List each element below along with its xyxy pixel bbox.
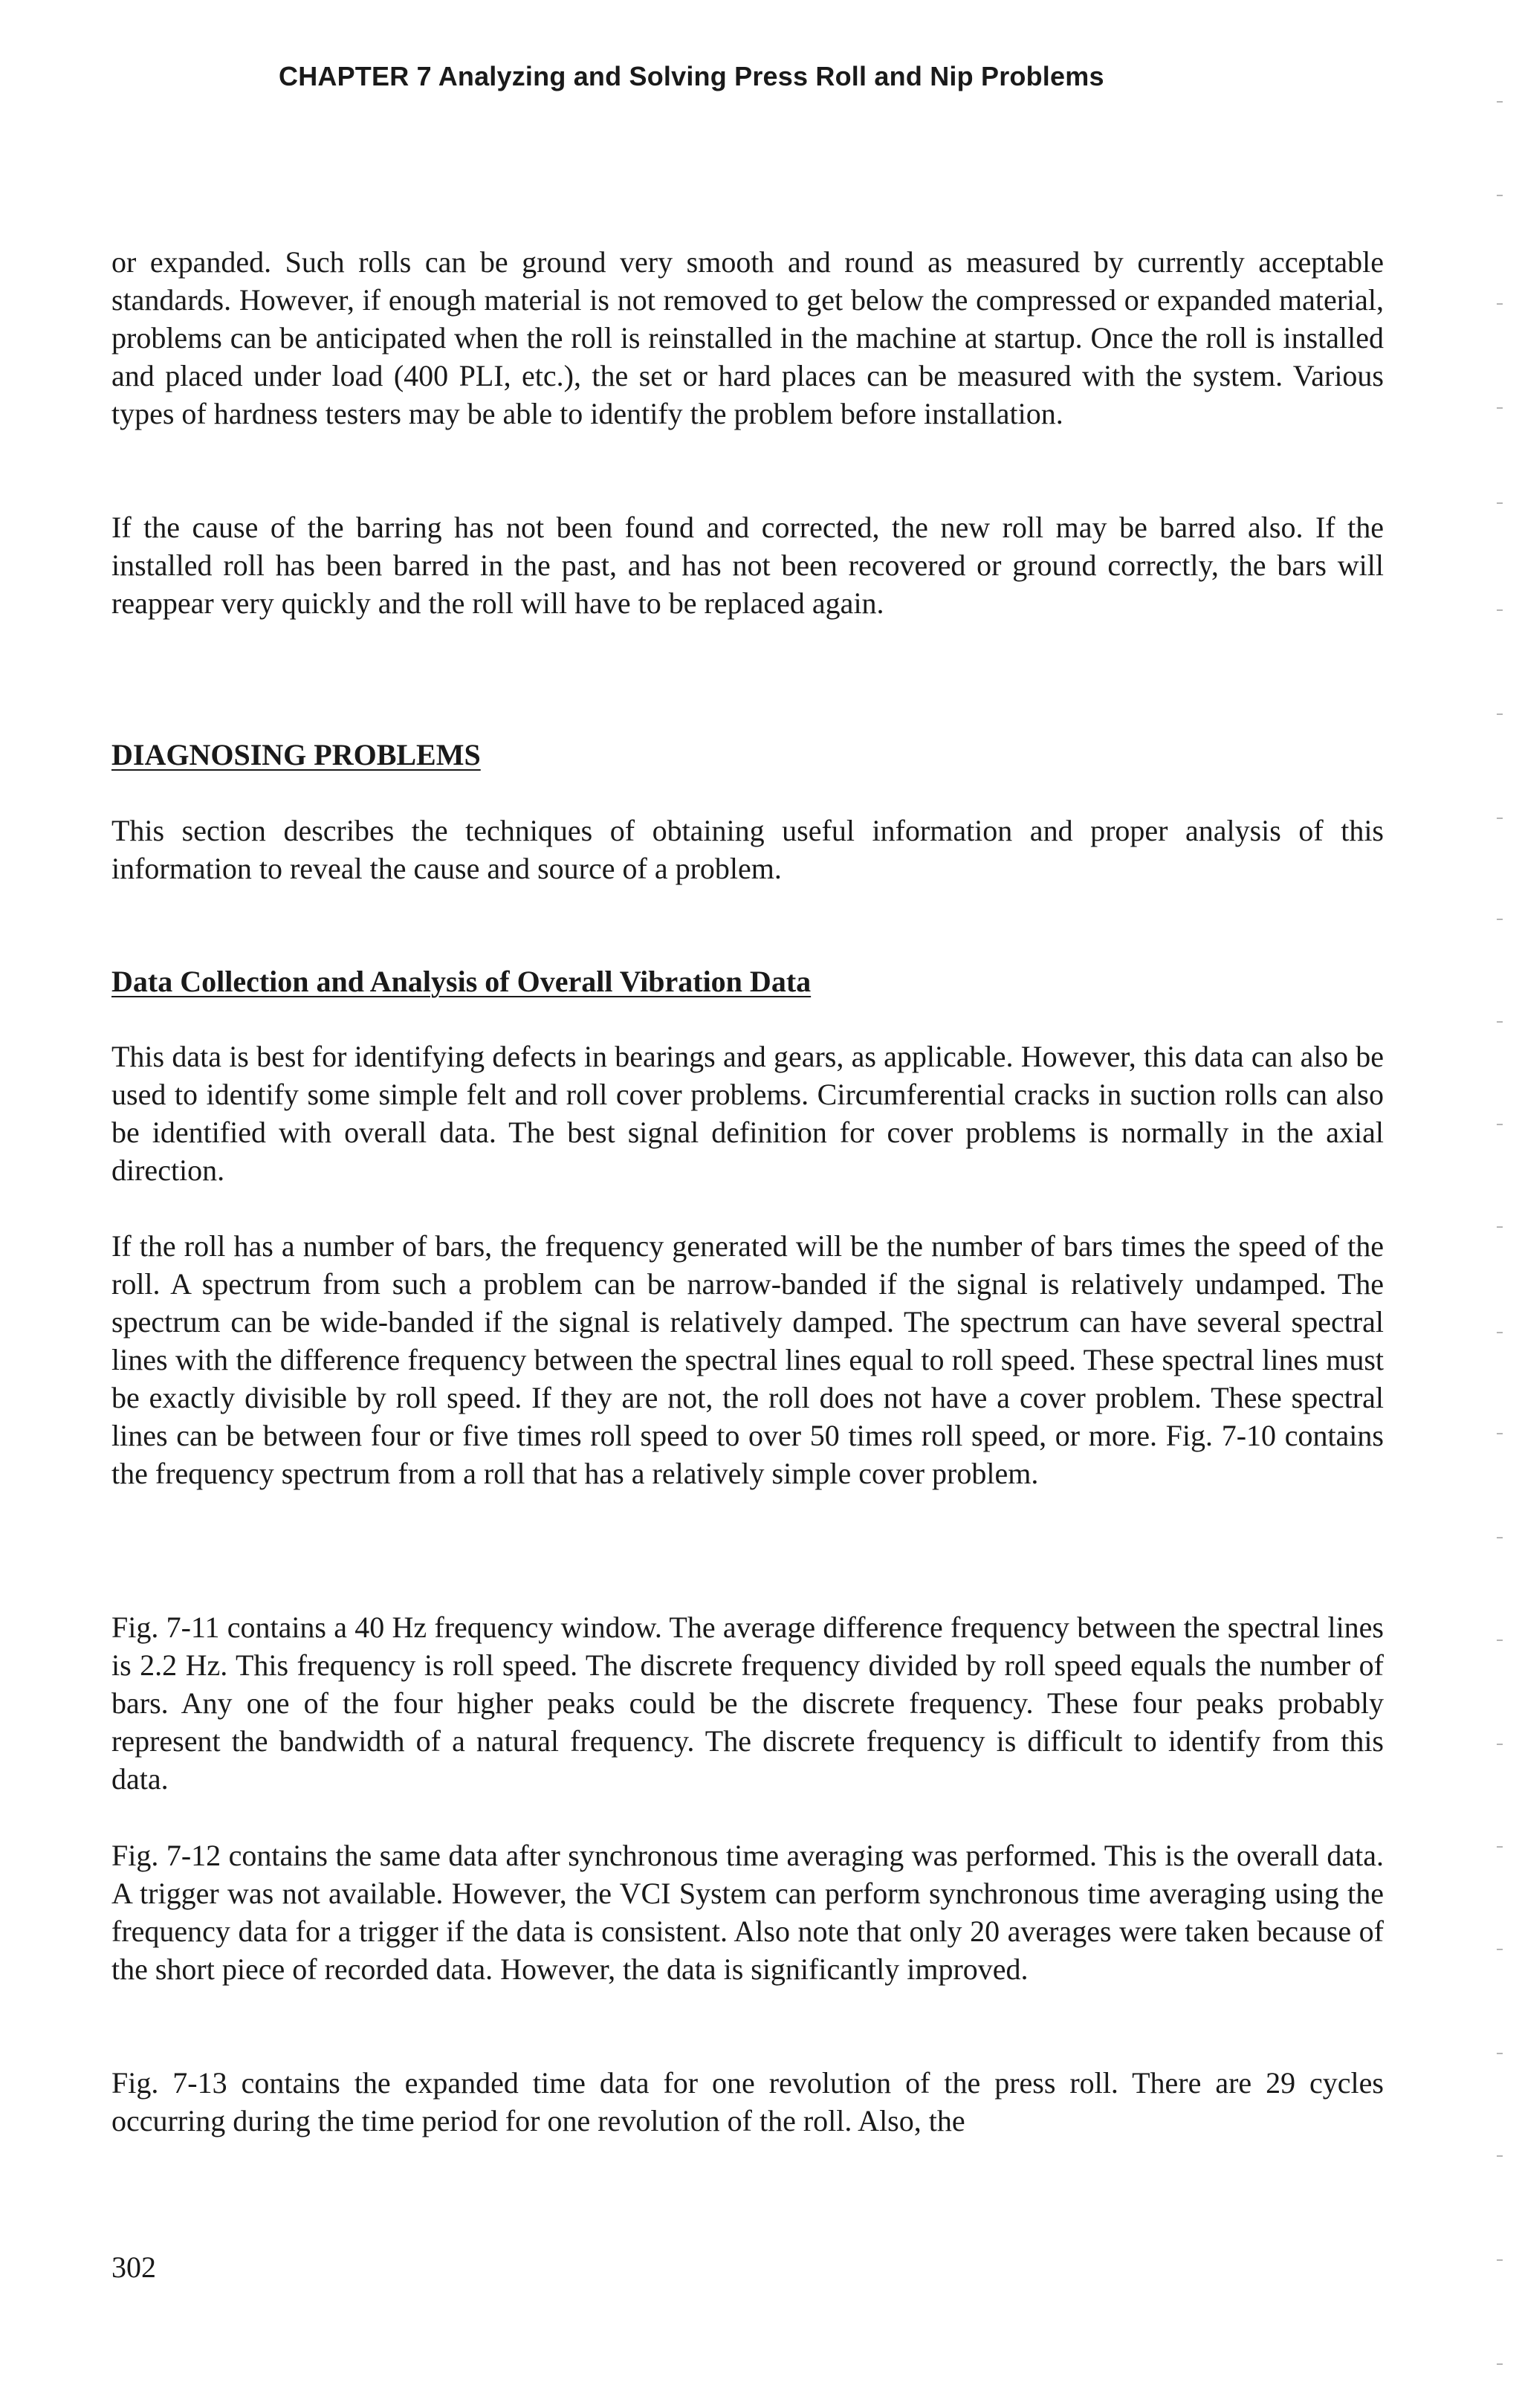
paragraph-bars-frequency: If the roll has a number of bars, the frequency generated will be the number of bars times the speed of the roll. A spectrum from such a problem can be narrow-banded if the signal is relatively undamped. The spectrum can be wide-banded if the signal is relatively damped. The spectrum can have several spectral lines with the difference frequency between the spectral lines equal to roll speed. These spectral lines must be exactly divisible by roll speed. If they are not, the roll does not have a cover problem. These spectral lines can be between four or five times roll speed to over 50 times roll speed, or more. Fig. 7-10 contains the frequency spectrum from a roll that has a relatively simple cover problem. [111, 1229, 1384, 1490]
paragraph-section-intro: This section describes the techniques of obtaining useful information and proper analysis of this information to reveal the cause and source of a problem. [111, 814, 1384, 885]
paragraph-fig-7-11: Fig. 7-11 contains a 40 Hz frequency window. The average difference frequency between the spectral lines is 2.2 Hz. This frequency is roll speed. The discrete frequency divided by roll speed equals the number of bars. Any one of the four higher peaks could be the discrete frequency. These four peaks probably represent the bandwidth of a natural frequency. The discrete frequency is difficult to identify from this data. [111, 1611, 1384, 1796]
paragraph-roll-regrinding: or expanded. Such rolls can be ground very smooth and round as measured by currently acceptable standards. However, if enough material is not removed to get below the compressed or expanded material, problems can be anticipated when the roll is reinstalled in the machine at startup. Once the roll is installed and placed under load (400 PLI, etc.), the set or hard places can be measured with the system. Various types of hardness testers may be able to identify the problem before installation. [111, 245, 1384, 430]
subsection-heading: Data Collection and Analysis of Overall Vibration Data [111, 965, 812, 998]
section-heading: DIAGNOSING PROBLEMS [111, 738, 481, 771]
paragraph-barring-cause: If the cause of the barring has not been found and corrected, the new roll may be barred also. If the installed roll has been barred in the past, and has not been recovered or ground correctly, the bars will reappear very quickly and the roll will have to be replaced again. [111, 511, 1384, 620]
running-header: CHAPTER 7 Analyzing and Solving Press Roll and Nip Problems [279, 61, 1104, 91]
paragraph-overall-data: This data is best for identifying defects in bearings and gears, as applicable. However, this data can also be used to identify some simple felt and roll cover problems. Circumferential cracks in suction rolls can also be identified with overall data. The best signal definition for cover problems is normally in the axial direction. [111, 1040, 1384, 1187]
paragraph-fig-7-13: Fig. 7-13 contains the expanded time data for one revolution of the press roll. There are 29 cycles occurring during the time period for one revolution of the roll. Also, the [111, 2066, 1384, 2137]
page-number: 302 [111, 2250, 156, 2284]
paragraph-fig-7-12: Fig. 7-12 contains the same data after synchronous time averaging was performed. This is the overall data. A trigger was not available. However, the VCI System can perform synchronous time averaging using the frequency data for a trigger if the data is consistent. Also note that only 20 averages were taken because of the short piece of recorded data. However, the data is significantly improved. [111, 1839, 1384, 1986]
